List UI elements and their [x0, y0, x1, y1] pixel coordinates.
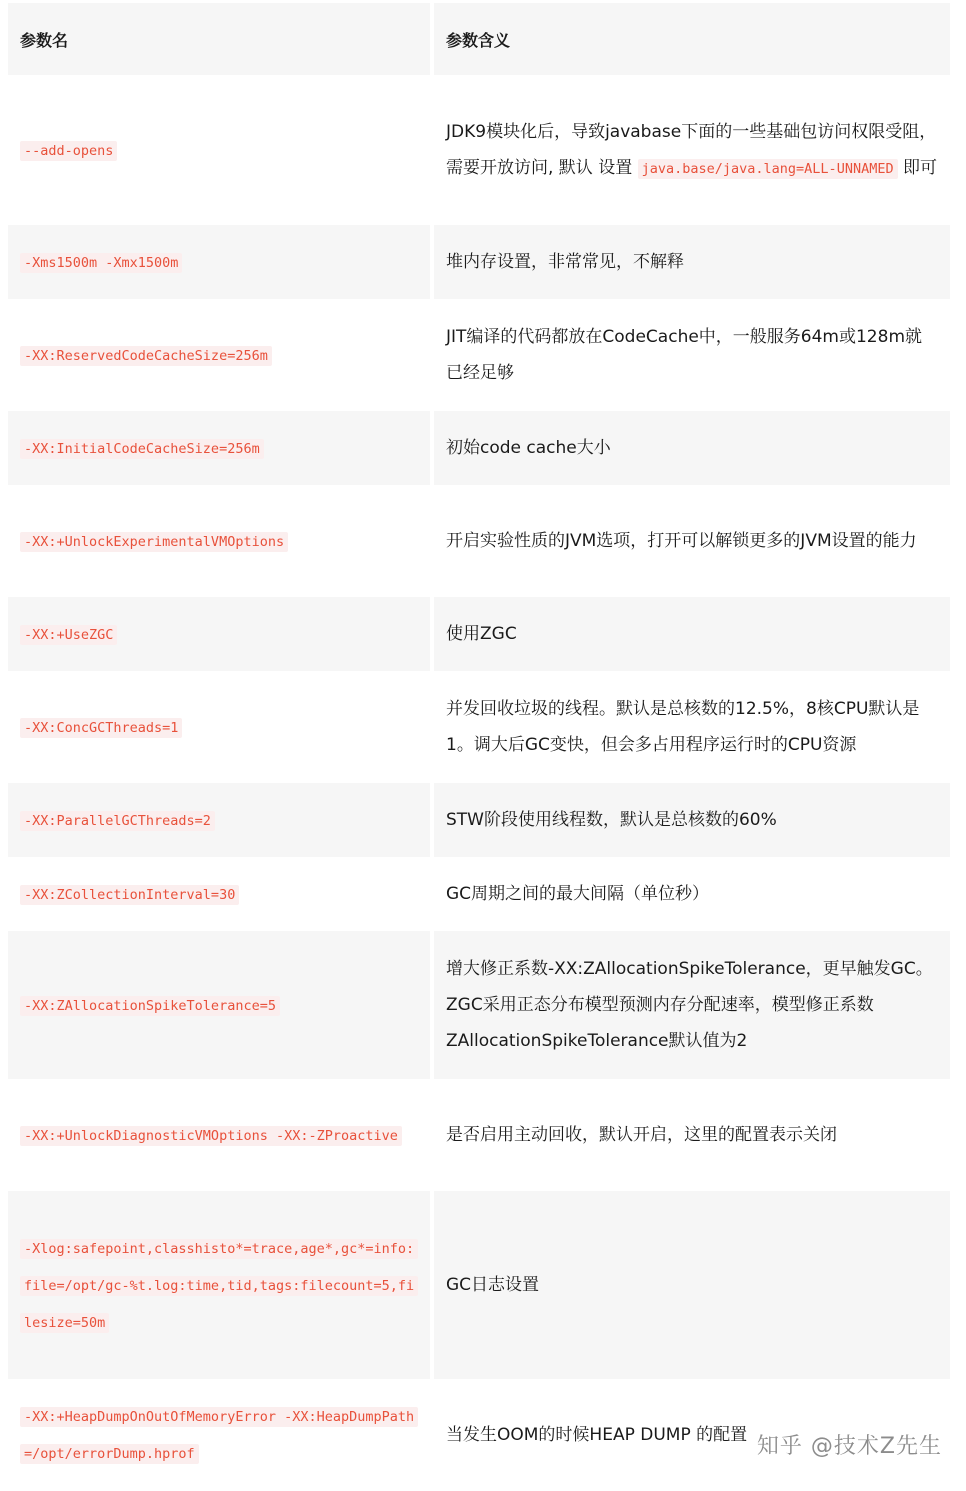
- meaning-text: 并发回收垃圾的线程。默认是总核数的12.5%，8核CPU默认是1。调大后GC变快，但会多占用程序运行时的CPU资源: [446, 699, 920, 755]
- table-row: [8, 75, 950, 225]
- param-code: -Xms1500m -Xmx1500m: [20, 253, 182, 273]
- param-code: -XX:+UnlockDiagnosticVMOptions -XX:-ZProactive: [20, 1126, 402, 1146]
- table-row: [8, 597, 950, 671]
- table-row: [8, 931, 950, 1079]
- param-code: -XX:+UseZGC: [20, 625, 117, 645]
- table-row: [8, 671, 950, 783]
- meaning-cell: [434, 671, 950, 783]
- table-row: [8, 485, 950, 597]
- meaning-cell: [434, 299, 950, 411]
- meaning-text: 即可: [897, 157, 937, 178]
- param-code: -XX:ConcGCThreads=1: [20, 718, 182, 738]
- meaning-text: 堆内存设置，非常常见，不解释: [446, 252, 684, 272]
- meaning-text: GC日志设置: [446, 1275, 540, 1295]
- table-row: [8, 411, 950, 485]
- meaning-cell: [434, 931, 950, 1079]
- params-table: [4, 3, 954, 1491]
- meaning-cell: [434, 485, 950, 597]
- meaning-text: 当发生OOM的时候HEAP DUMP 的配置: [446, 1425, 748, 1445]
- param-cell: [8, 411, 430, 485]
- param-cell: [8, 857, 430, 931]
- meaning-text: 使用ZGC: [446, 624, 517, 644]
- meaning-text: STW阶段使用线程数，默认是总核数的60%: [446, 810, 777, 830]
- param-cell: [8, 1191, 430, 1379]
- param-code: -XX:ParallelGCThreads=2: [20, 811, 215, 831]
- param-code: -XX:+UnlockExperimentalVMOptions: [20, 532, 288, 552]
- table-header-row: [8, 3, 950, 75]
- table-row: [8, 225, 950, 299]
- table-row: [8, 1191, 950, 1379]
- param-cell: [8, 931, 430, 1079]
- table-body: [8, 75, 950, 1491]
- param-code: -XX:ZAllocationSpikeTolerance=5: [20, 996, 280, 1016]
- param-cell: [8, 75, 430, 225]
- param-code: -XX:ZCollectionInterval=30: [20, 885, 239, 905]
- meaning-text: 是否启用主动回收，默认开启，这里的配置表示关闭: [446, 1125, 837, 1145]
- param-cell: [8, 597, 430, 671]
- meaning-text: 初始code cache大小: [446, 438, 611, 458]
- meaning-text: 开启实验性质的JVM选项，打开可以解锁更多的JVM设置的能力: [446, 531, 917, 551]
- param-code: -XX:ReservedCodeCacheSize=256m: [20, 346, 272, 366]
- header-param-meaning: 参数含义: [434, 3, 950, 75]
- param-cell: [8, 225, 430, 299]
- meaning-text: JIT编译的代码都放在CodeCache中，一般服务64m或128m就已经足够: [446, 327, 922, 383]
- meaning-cell: [434, 411, 950, 485]
- param-code: -XX:+HeapDumpOnOutOfMemoryError -XX:HeapDumpPath=/opt/errorDump.hprof: [20, 1407, 418, 1464]
- meaning-cell: [434, 783, 950, 857]
- table-row: [8, 783, 950, 857]
- header-param-name: 参数名: [8, 3, 430, 75]
- param-cell: [8, 485, 430, 597]
- meaning-cell: [434, 1191, 950, 1379]
- table-row: [8, 299, 950, 411]
- meaning-text: GC周期之间的最大间隔（单位秒）: [446, 884, 710, 904]
- param-cell: [8, 1379, 430, 1491]
- meaning-cell: [434, 597, 950, 671]
- meaning-cell: [434, 75, 950, 225]
- inline-code: java.base/java.lang=ALL-UNNAMED: [638, 159, 898, 179]
- meaning-cell: [434, 225, 950, 299]
- meaning-cell: [434, 857, 950, 931]
- meaning-text: JDK9模块化后，导致javabase下面的一些基础包访问权限受阻， 需要开放访问, 默认 设置: [446, 121, 937, 178]
- param-cell: [8, 671, 430, 783]
- param-code: --add-opens: [20, 141, 117, 161]
- table-row: [8, 1079, 950, 1191]
- meaning-cell: [434, 1079, 950, 1191]
- param-code: -XX:InitialCodeCacheSize=256m: [20, 439, 264, 459]
- param-code: -Xlog:safepoint,classhisto*=trace,age*,gc*=info:file=/opt/gc-%t.log:time,tid,tags:filecount=5,filesize=50m: [20, 1239, 418, 1333]
- param-cell: [8, 783, 430, 857]
- param-cell: [8, 299, 430, 411]
- watermark: 知乎 @技术Z先生: [756, 1434, 942, 1459]
- meaning-text: 增大修正系数-XX:ZAllocationSpikeTolerance，更早触发GC。ZGC采用正态分布模型预测内存分配速率，模型修正系数ZAllocationSpikeTolerance默认值为2: [446, 959, 933, 1051]
- table-row: [8, 857, 950, 931]
- param-cell: [8, 1079, 430, 1191]
